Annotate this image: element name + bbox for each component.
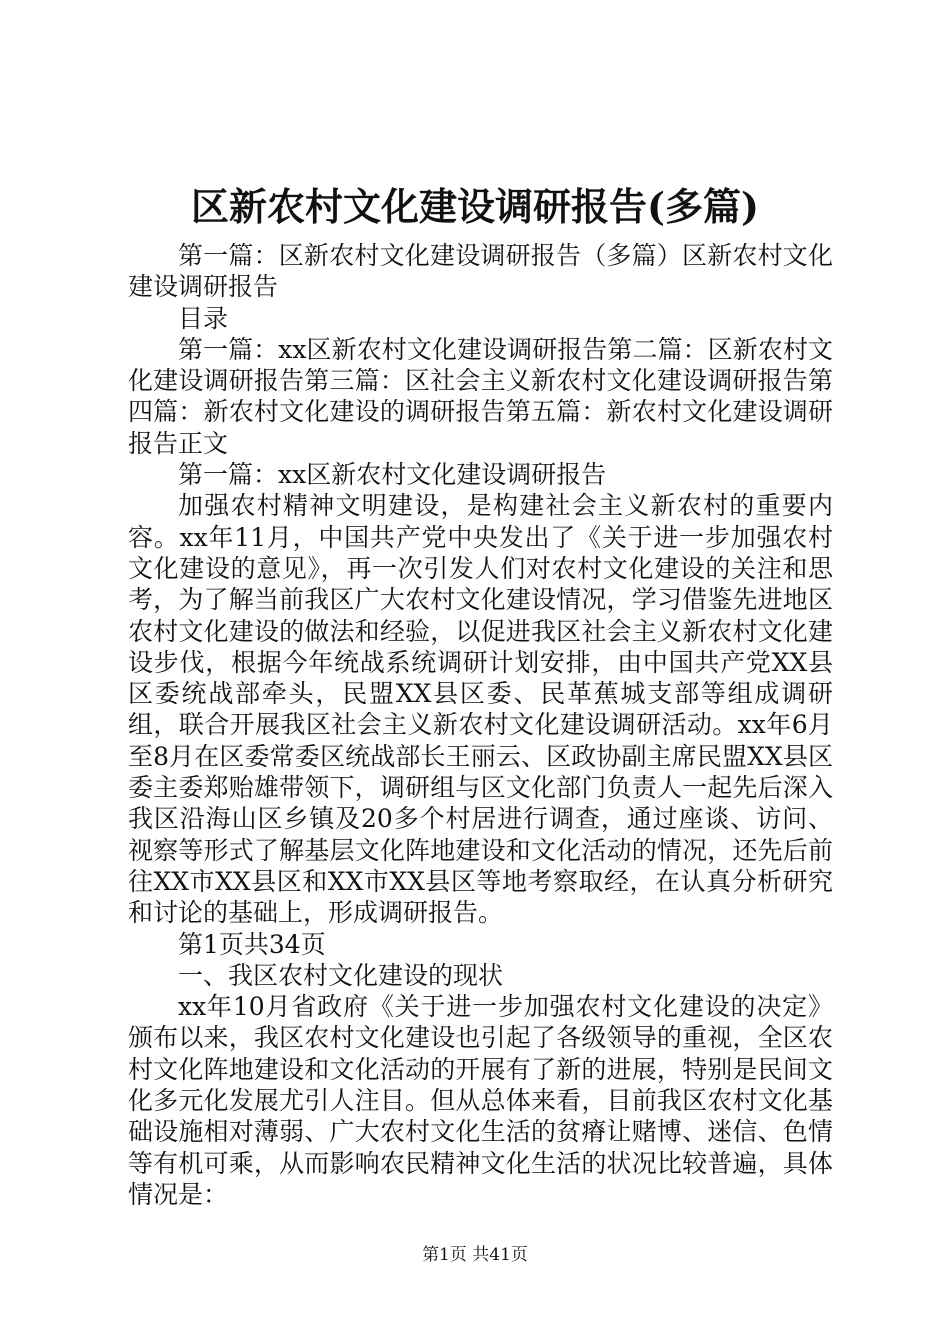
paragraph-toc-label: 目录 <box>178 303 229 333</box>
paragraph-toc-entries: 第一篇：xx区新农村文化建设调研报告第二篇：区新农村文化建设调研报告第三篇：区社会主义新农村文化建设调研报告第四篇：新农村文化建设的调研报告第五篇：新农村文化建设调研报告正文 <box>128 334 833 458</box>
page-footer: 第1页 共41页 <box>422 1245 528 1265</box>
paragraph-section-heading: 一、我区农村文化建设的现状 <box>178 960 504 990</box>
document-title: 区新农村文化建设调研报告(多篇) <box>191 184 759 229</box>
paragraph-status: xx年10月省政府《关于进一步加强农村文化建设的决定》颁布以来，我区农村文化建设也引起了各级领导的重视，全区农村文化阵地建设和文化活动的开展有了新的进展，特别是民间文化多元化发展尤引人注目。但从总体来看，目前我区农村文化基础设施相对薄弱、广大农村文化生活的贫瘠让赌博、迷信、色情等有机可乘，从而影响农民精神文化生活的状况比较普遍，具体情况是： <box>128 992 833 1209</box>
paragraph-heading-part1: 第一篇：区新农村文化建设调研报告（多篇）区新农村文化建设调研报告 <box>128 241 833 302</box>
paragraph-part1-heading: 第一篇：xx区新农村文化建设调研报告 <box>178 460 607 490</box>
document-body <box>128 240 833 1210</box>
paragraph-inner-page-number: 第1页共34页 <box>178 929 326 959</box>
paragraph-intro: 加强农村精神文明建设，是构建社会主义新农村的重要内容。xx年11月，中国共产党中央发出了《关于进一步加强农村文化建设的意见》，再一次引发人们对农村文化建设的关注和思考，为了解当前我区广大农村文化建设情况，学习借鉴先进地区农村文化建设的做法和经验，以促进我区社会主义新农村文化建设步伐，根据今年统战系统调研计划安排，由中国共产党XX县区委统战部牵头，民盟XX县区委、民革蕉城支部等组成调研组，联合开展我区社会主义新农村文化建设调研活动。xx年6月至8月在区委常委区统战部长王丽云、区政协副主席民盟XX县区委主委郑贻雄带领下，调研组与区文化部门负责人一起先后深入我区沿海山区乡镇及20多个村居进行调查，通过座谈、访问、视察等形式了解基层文化阵地建设和文化活动的情况，还先后前往XX市XX县区和XX市XX县区等地考察取经，在认真分析研究和讨论的基础上，形成调研报告。 <box>128 491 833 928</box>
